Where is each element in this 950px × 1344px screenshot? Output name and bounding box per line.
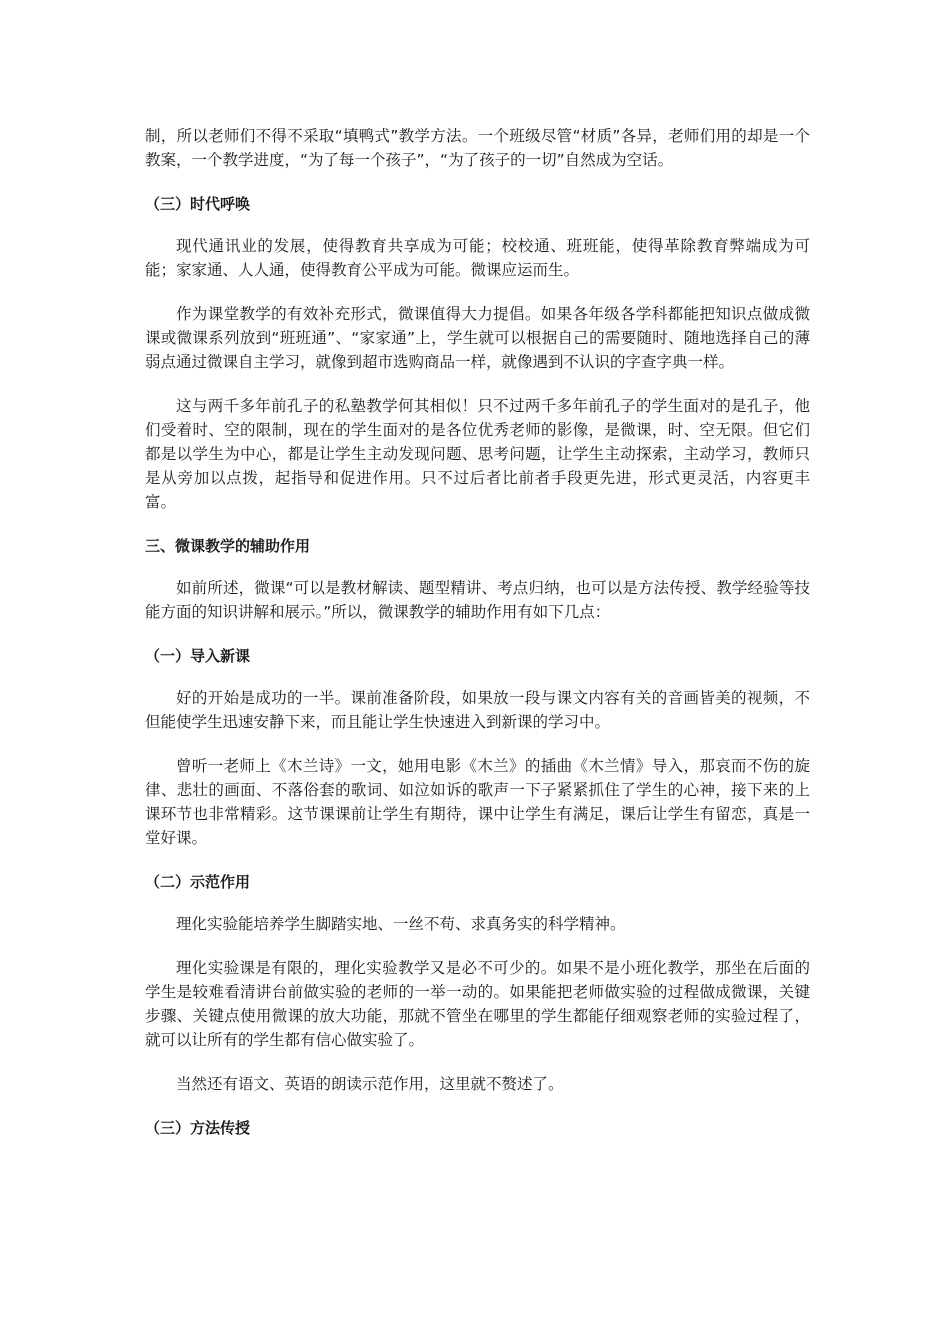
paragraph: 曾听一老师上《木兰诗》一文，她用电影《木兰》的插曲《木兰情》导入，那哀而不伤的旋律、悲壮的画面、不落俗套的歌词、如泣如诉的歌声一下子紧紧抓住了学生的心神，接下来的上课环节也非常精彩。这节课课前让学生有期待，课中让学生有满足，课后让学生有留恋，真是一堂好课。 bbox=[145, 757, 810, 847]
section-heading-demonstration: （二）示范作用 bbox=[145, 873, 251, 891]
paragraph: 如前所述，微课“可以是教材解读、题型精讲、考点归纳，也可以是方法传授、教学经验等技能方面的知识讲解和展示。”所以，微课教学的辅助作用有如下几点： bbox=[145, 579, 810, 621]
document-page bbox=[145, 124, 810, 1158]
paragraph: 理化实验能培养学生脚踏实地、一丝不苟、求真务实的科学精神。 bbox=[176, 915, 626, 933]
section-heading-auxiliary-role: 三、微课教学的辅助作用 bbox=[145, 537, 311, 555]
paragraph: 当然还有语文、英语的朗读示范作用，这里就不赘述了。 bbox=[176, 1075, 564, 1093]
paragraph-continued: 制，所以老师们不得不采取“填鸭式”教学方法。一个班级尽管“材质”各异，老师们用的却是一个教案，一个教学进度，“为了每一个孩子”，“为了孩子的一切”自然成为空话。 bbox=[145, 127, 810, 169]
paragraph: 这与两千多年前孔子的私塾教学何其相似！只不过两千多年前孔子的学生面对的是孔子，他们受着时、空的限制，现在的学生面对的是各位优秀老师的影像，是微课，时、空无限。但它们都是以学生为中心，都是让学生主动发现问题、思考问题，让学生主动探索，主动学习，教师只是从旁加以点拨，起指导和促进作用。只不过后者比前者手段更先进，形式更灵活，内容更丰富。 bbox=[145, 397, 810, 511]
section-heading-method-teaching: （三）方法传授 bbox=[145, 1119, 251, 1137]
section-heading-era-call: （三）时代呼唤 bbox=[145, 195, 251, 213]
paragraph: 好的开始是成功的一半。课前准备阶段，如果放一段与课文内容有关的音画皆美的视频，不但能使学生迅速安静下来，而且能让学生快速进入到新课的学习中。 bbox=[145, 689, 810, 731]
section-heading-introduce-lesson: （一）导入新课 bbox=[145, 647, 251, 665]
paragraph: 理化实验课是有限的，理化实验教学又是必不可少的。如果不是小班化教学，那坐在后面的学生是较难看清讲台前做实验的老师的一举一动的。如果能把老师做实验的过程做成微课，关键步骤、关键点使用微课的放大功能，那就不管坐在哪里的学生都能仔细观察老师的实验过程了，就可以让所有的学生都有信心做实验了。 bbox=[145, 959, 810, 1049]
paragraph: 作为课堂教学的有效补充形式，微课值得大力提倡。如果各年级各学科都能把知识点做成微课或微课系列放到“班班通”、“家家通”上，学生就可以根据自己的需要随时、随地选择自己的薄弱点通过微课自主学习，就像到超市选购商品一样，就像遇到不认识的字查字典一样。 bbox=[145, 305, 810, 371]
paragraph: 现代通讯业的发展，使得教育共享成为可能；校校通、班班能，使得革除教育弊端成为可能；家家通、人人通，使得教育公平成为可能。微课应运而生。 bbox=[145, 237, 810, 279]
